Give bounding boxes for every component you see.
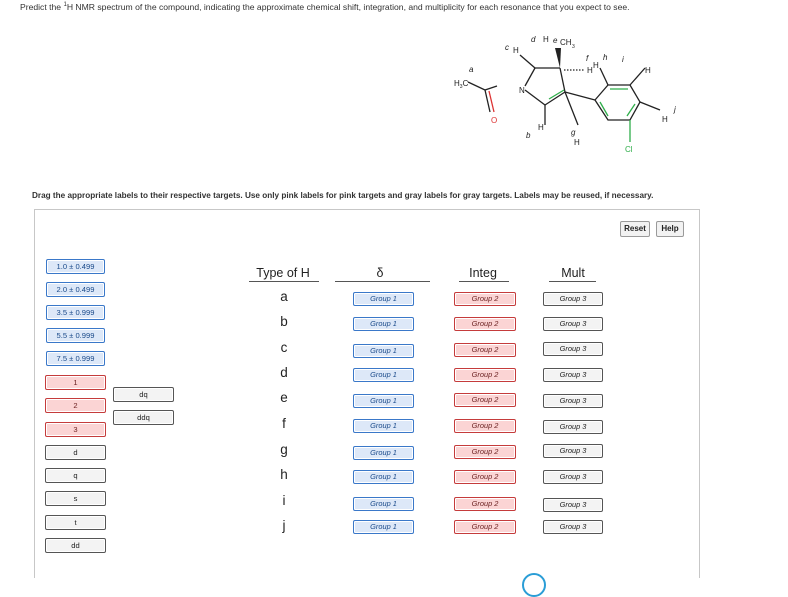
svg-text:b: b bbox=[526, 131, 531, 140]
svg-text:i: i bbox=[622, 55, 624, 64]
row-label-g: g bbox=[280, 442, 288, 457]
svg-text:N: N bbox=[519, 86, 525, 95]
svg-text:d: d bbox=[531, 35, 536, 44]
multiplicity-chip-s[interactable]: s bbox=[45, 491, 106, 506]
svg-text:c: c bbox=[505, 43, 509, 52]
integration-chip-2[interactable]: 2 bbox=[45, 398, 106, 413]
shift-chip-3.5[interactable]: 3.5 ± 0.999 bbox=[46, 305, 105, 320]
svg-text:g: g bbox=[571, 128, 576, 137]
header-type-of-h: Type of H bbox=[256, 266, 310, 280]
integration-chip-3[interactable]: 3 bbox=[45, 422, 106, 437]
shift-chip-5.5[interactable]: 5.5 ± 0.999 bbox=[46, 328, 105, 343]
integ-target-g[interactable]: Group 2 bbox=[454, 445, 516, 459]
mult-target-e[interactable]: Group 3 bbox=[543, 394, 603, 408]
svg-text:Cl: Cl bbox=[625, 145, 633, 154]
svg-text:f: f bbox=[586, 54, 589, 63]
multiplicity-chip-dd[interactable]: dd bbox=[45, 538, 106, 553]
svg-text:O: O bbox=[491, 116, 498, 125]
multiplicity-chip-ddq[interactable]: ddq bbox=[113, 410, 174, 425]
row-label-d: d bbox=[280, 365, 288, 380]
shift-chip-7.5[interactable]: 7.5 ± 0.999 bbox=[46, 351, 105, 366]
row-label-b: b bbox=[280, 314, 288, 329]
help-button[interactable]: Help bbox=[656, 221, 684, 237]
svg-text:e: e bbox=[553, 36, 558, 45]
mult-target-f[interactable]: Group 3 bbox=[543, 420, 603, 434]
header-delta: δ bbox=[376, 266, 384, 280]
delta-target-a[interactable]: Group 1 bbox=[353, 292, 414, 306]
mult-target-i[interactable]: Group 3 bbox=[543, 498, 603, 512]
shift-chip-2.0[interactable]: 2.0 ± 0.499 bbox=[46, 282, 105, 297]
svg-text:H: H bbox=[645, 66, 651, 75]
svg-text:a: a bbox=[469, 65, 474, 74]
multiplicity-chip-t[interactable]: t bbox=[45, 515, 106, 530]
shift-chip-1.0[interactable]: 1.0 ± 0.499 bbox=[46, 259, 105, 274]
row-label-j: j bbox=[282, 518, 286, 533]
header-underline bbox=[459, 281, 509, 282]
delta-target-j[interactable]: Group 1 bbox=[353, 520, 414, 534]
header-underline bbox=[249, 281, 319, 282]
row-label-c: c bbox=[280, 340, 288, 355]
svg-text:H: H bbox=[593, 61, 599, 70]
integ-target-j[interactable]: Group 2 bbox=[454, 520, 516, 534]
question-text: Predict the $^1$H NMR spectrum of the compound, indicating the approximate chemical shift, integration, and multiplicity for each resonance that you expect to see. bbox=[20, 2, 630, 12]
header-underline bbox=[549, 281, 596, 282]
svg-text:H: H bbox=[662, 115, 668, 124]
mult-target-j[interactable]: Group 3 bbox=[543, 520, 603, 534]
drag-instructions: Drag the appropriate labels to their respective targets. Use only pink labels for pink targets and gray labels for gray targets. Labels may be reused, if necessary. bbox=[32, 191, 654, 200]
row-label-h: h bbox=[280, 467, 288, 482]
multiplicity-chip-q[interactable]: q bbox=[45, 468, 106, 483]
row-label-a: a bbox=[280, 289, 288, 304]
delta-target-c[interactable]: Group 1 bbox=[353, 344, 414, 358]
row-label-f: f bbox=[282, 416, 286, 431]
delta-target-g[interactable]: Group 1 bbox=[353, 446, 414, 460]
reset-button[interactable]: Reset bbox=[620, 221, 650, 237]
integ-target-e[interactable]: Group 2 bbox=[454, 393, 516, 407]
integ-target-f[interactable]: Group 2 bbox=[454, 419, 516, 433]
delta-target-d[interactable]: Group 1 bbox=[353, 368, 414, 382]
header-underline bbox=[335, 281, 430, 282]
row-label-i: i bbox=[282, 493, 286, 508]
integration-chip-1[interactable]: 1 bbox=[45, 375, 106, 390]
integ-target-d[interactable]: Group 2 bbox=[454, 368, 516, 382]
integ-target-h[interactable]: Group 2 bbox=[454, 470, 516, 484]
delta-target-b[interactable]: Group 1 bbox=[353, 317, 414, 331]
delta-target-i[interactable]: Group 1 bbox=[353, 497, 414, 511]
mult-target-b[interactable]: Group 3 bbox=[543, 317, 603, 331]
mult-target-h[interactable]: Group 3 bbox=[543, 470, 603, 484]
svg-text:H: H bbox=[543, 35, 549, 44]
molecule-structure bbox=[440, 30, 690, 170]
mult-target-c[interactable]: Group 3 bbox=[543, 342, 603, 356]
mult-target-g[interactable]: Group 3 bbox=[543, 444, 603, 458]
integ-target-i[interactable]: Group 2 bbox=[454, 497, 516, 511]
svg-text:H: H bbox=[574, 138, 580, 147]
integ-target-c[interactable]: Group 2 bbox=[454, 343, 516, 357]
multiplicity-chip-d[interactable]: d bbox=[45, 445, 106, 460]
methyl-group-label: $H_3C$ bbox=[454, 79, 469, 90]
header-mult: Mult bbox=[561, 266, 585, 280]
mult-target-d[interactable]: Group 3 bbox=[543, 368, 603, 382]
svg-text:H: H bbox=[513, 46, 519, 55]
delta-target-e[interactable]: Group 1 bbox=[353, 394, 414, 408]
delta-target-f[interactable]: Group 1 bbox=[353, 419, 414, 433]
multiplicity-chip-dq[interactable]: dq bbox=[113, 387, 174, 402]
svg-text:j: j bbox=[674, 105, 676, 114]
integ-target-b[interactable]: Group 2 bbox=[454, 317, 516, 331]
delta-target-h[interactable]: Group 1 bbox=[353, 470, 414, 484]
mult-target-a[interactable]: Group 3 bbox=[543, 292, 603, 306]
svg-text:h: h bbox=[603, 53, 608, 62]
svg-text:3: 3 bbox=[572, 44, 575, 50]
header-integ: Integ bbox=[469, 266, 497, 280]
brand-logo-icon bbox=[522, 573, 546, 597]
row-label-e: e bbox=[280, 390, 288, 405]
integ-target-a[interactable]: Group 2 bbox=[454, 292, 516, 306]
svg-text:H: H bbox=[538, 123, 544, 132]
svg-text:H: H bbox=[587, 66, 593, 75]
svg-text:CH: CH bbox=[560, 38, 572, 47]
